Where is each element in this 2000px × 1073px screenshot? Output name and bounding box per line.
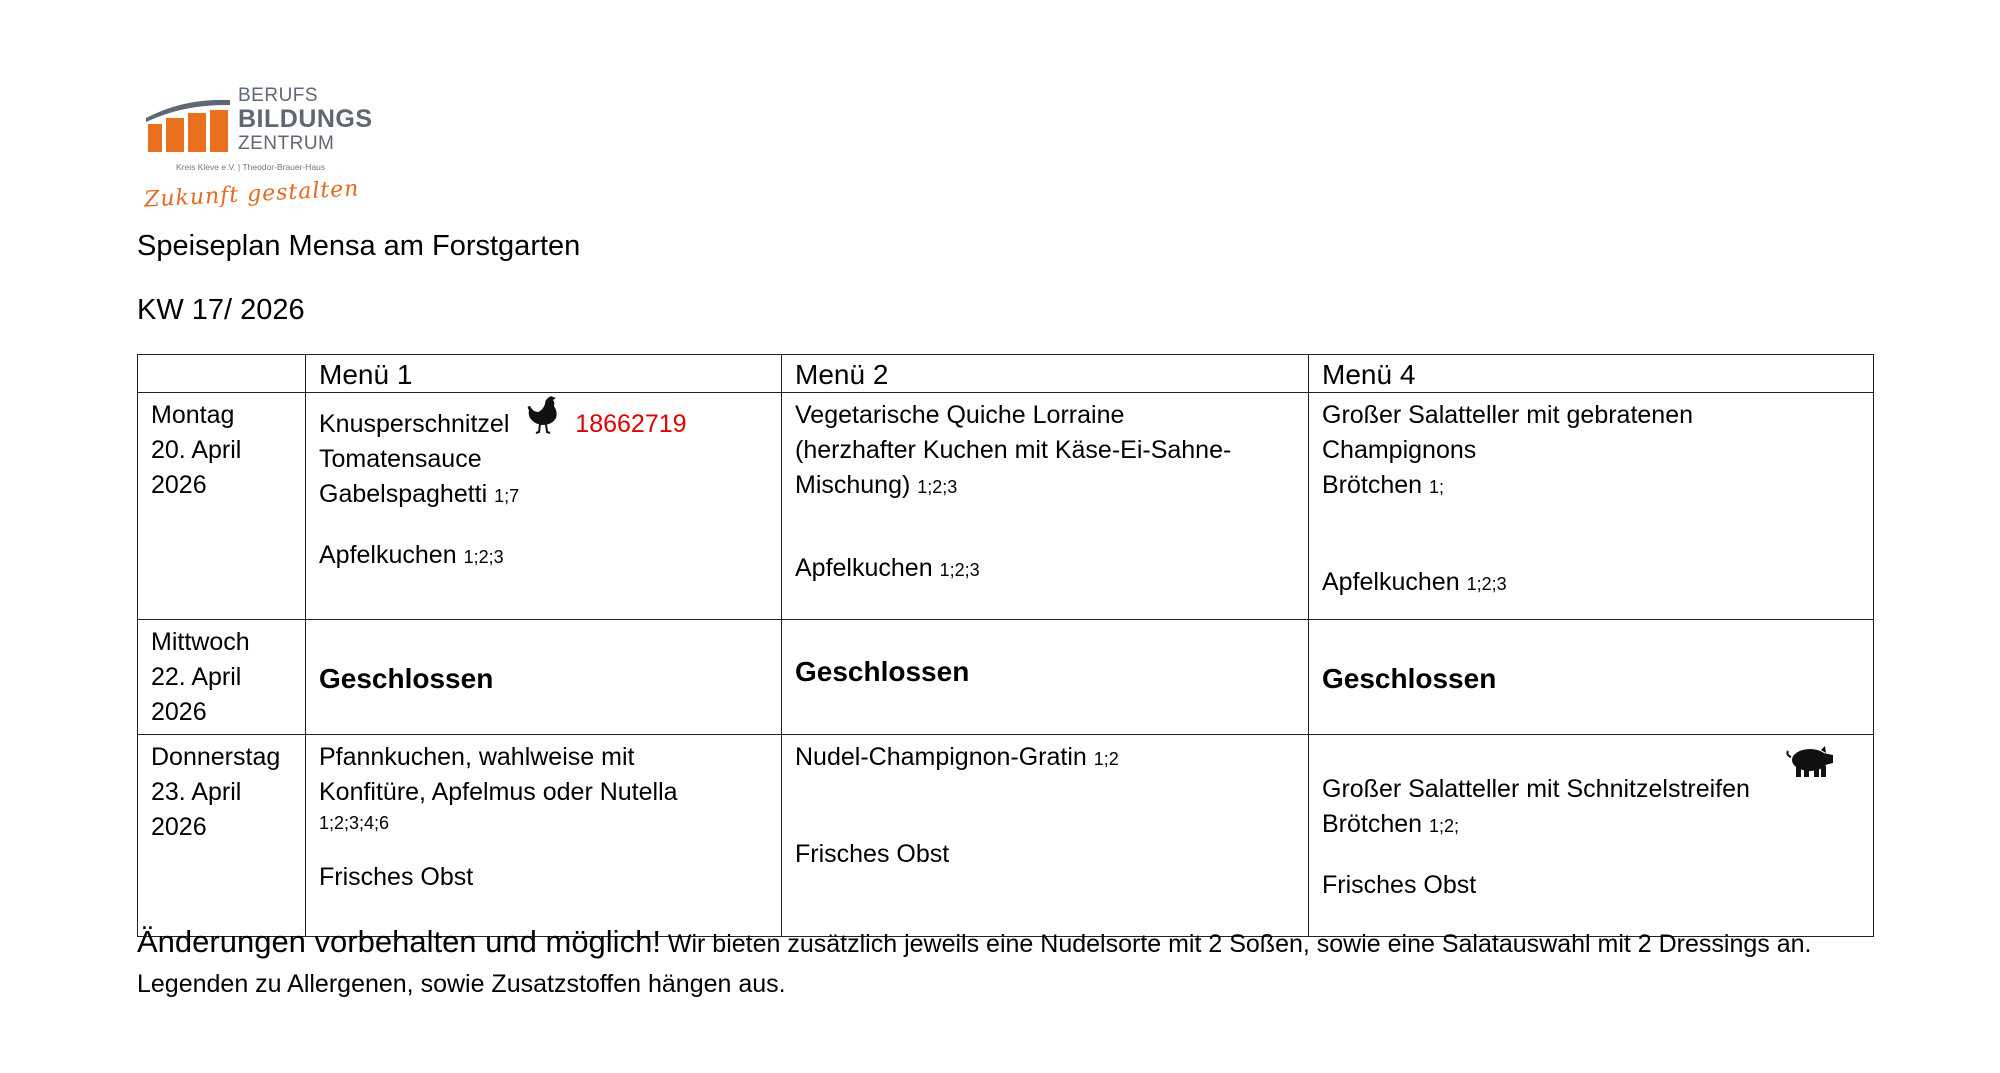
menu-4-cell: [1309, 393, 1874, 620]
week-label: KW 17/ 2026: [137, 294, 305, 326]
day-name: Donnerstag: [151, 743, 281, 771]
header-menu-4: Menü 4: [1309, 355, 1874, 393]
spacer: [319, 836, 769, 860]
menu-4-cell: [1309, 735, 1874, 937]
dish-side-name: Brötchen: [1322, 471, 1423, 499]
dish-side: [1322, 807, 1861, 844]
logo-bars-graphic: [144, 96, 232, 154]
dish-name: Nudel-Champignon-Gratin: [795, 743, 1087, 771]
menu-2-cell: [782, 620, 1309, 735]
logo-subline: Kreis Kleve e.V. | Theodor-Brauer-Haus: [176, 162, 326, 172]
day-cell: [138, 393, 306, 620]
dish-description-text: Mischung): [795, 471, 911, 499]
dessert-name: Frisches Obst: [795, 840, 950, 868]
logo-slogan: Zukunft gestalten: [143, 176, 361, 213]
dish-name: Pfannkuchen, wahlweise mit: [319, 743, 635, 771]
allergen-codes: 1;2;3;4;6: [319, 813, 390, 833]
logo: [140, 86, 390, 221]
logo-line-bildungs: BILDUNGS: [238, 105, 373, 133]
dessert-name: Apfelkuchen: [319, 541, 457, 569]
dish-line: [319, 407, 769, 442]
footer-note: [137, 922, 1857, 1004]
allergen-codes: 1;2;3: [463, 547, 504, 567]
day-cell: [138, 620, 306, 735]
table-header-row: [138, 355, 1874, 393]
dish-name: Großer Salatteller mit Schnitzelstreifen: [1322, 775, 1750, 803]
header-menu-1: Menü 1: [306, 355, 782, 393]
menu-1-cell: [306, 735, 782, 937]
dish-description: (herzhafter Kuchen mit Käse-Ei-Sahne-: [795, 436, 1232, 464]
dessert-name: Frisches Obst: [1322, 871, 1477, 899]
day-year: 2026: [151, 698, 207, 726]
allergen-codes: 1;2;: [1429, 816, 1460, 836]
menu-2-cell: [782, 393, 1309, 620]
table-row: [138, 735, 1874, 937]
table-row: [138, 620, 1874, 735]
dish-side-name: Brötchen: [1322, 810, 1423, 838]
dessert-name: Apfelkuchen: [795, 554, 933, 582]
logo-line-berufs: BERUFS: [238, 85, 319, 106]
menu-1-cell: [306, 620, 782, 735]
logo-line-zentrum: ZENTRUM: [238, 133, 335, 154]
page-title: Speiseplan Mensa am Forstgarten: [137, 230, 581, 262]
allergen-codes: 1;2;3: [917, 477, 958, 497]
dessert-line: [795, 551, 1296, 588]
day-date: 22. April: [151, 663, 242, 691]
dish-code: 18662719: [575, 410, 687, 438]
header-menu-2: Menü 2: [782, 355, 1309, 393]
footer-text: Wir bieten zusätzlich jeweils eine Nudelsorte mit 2 Soßen, sowie eine Salatauswahl mit 2 Dressings an. Legenden zu Allergenen, sowie Zusatzstoffen hängen aus.: [137, 930, 1812, 998]
closed-label: Geschlossen: [1322, 663, 1497, 694]
closed-label: Geschlossen: [319, 663, 494, 694]
day-year: 2026: [151, 471, 207, 499]
dessert-line: [319, 538, 769, 575]
dish-name-cont: Champignons: [1322, 436, 1477, 464]
dessert-line: [1322, 565, 1861, 602]
spacer: [1322, 505, 1861, 565]
menu-4-cell: [1309, 620, 1874, 735]
dish-side: [319, 477, 769, 514]
day-cell: [138, 735, 306, 937]
menu-2-cell: [782, 735, 1309, 937]
day-year: 2026: [151, 813, 207, 841]
dish-side: Tomatensauce: [319, 445, 482, 473]
table-row: [138, 393, 1874, 620]
dish-side-name: Gabelspaghetti: [319, 480, 488, 508]
dish-description: Konfitüre, Apfelmus oder Nutella: [319, 778, 678, 806]
menu-1-cell: [306, 393, 782, 620]
footer-highlight: Änderungen vorbehalten und möglich!: [137, 924, 661, 959]
spacer: [795, 777, 1296, 837]
dish-name: Vegetarische Quiche Lorraine: [795, 401, 1125, 429]
menu-table: [137, 354, 1874, 937]
dessert-name: Frisches Obst: [319, 863, 474, 891]
day-name: Mittwoch: [151, 628, 250, 656]
allergen-codes: 1;2;3: [1466, 574, 1507, 594]
dish-name: Großer Salatteller mit gebratenen: [1322, 401, 1694, 429]
allergen-codes: 1;2: [1093, 749, 1119, 769]
allergen-codes: 1;7: [494, 486, 520, 506]
header-day: [138, 355, 306, 393]
pig-icon: [1785, 745, 1837, 779]
closed-label: Geschlossen: [795, 656, 970, 687]
allergen-codes: 1;: [1429, 477, 1445, 497]
dish-description: [795, 468, 1296, 505]
dish-side: [1322, 468, 1861, 505]
spacer: [795, 505, 1296, 551]
logo-wordmark: [238, 86, 373, 153]
day-name: Montag: [151, 401, 235, 429]
dish-line: [795, 740, 1296, 777]
spacer: [1322, 844, 1861, 868]
chicken-icon: [526, 394, 562, 434]
day-date: 23. April: [151, 778, 242, 806]
allergen-codes: 1;2;3: [939, 560, 980, 580]
spacer: [319, 514, 769, 538]
day-date: 20. April: [151, 436, 242, 464]
dish-name: Knusperschnitzel: [319, 410, 510, 438]
dessert-name: Apfelkuchen: [1322, 568, 1460, 596]
